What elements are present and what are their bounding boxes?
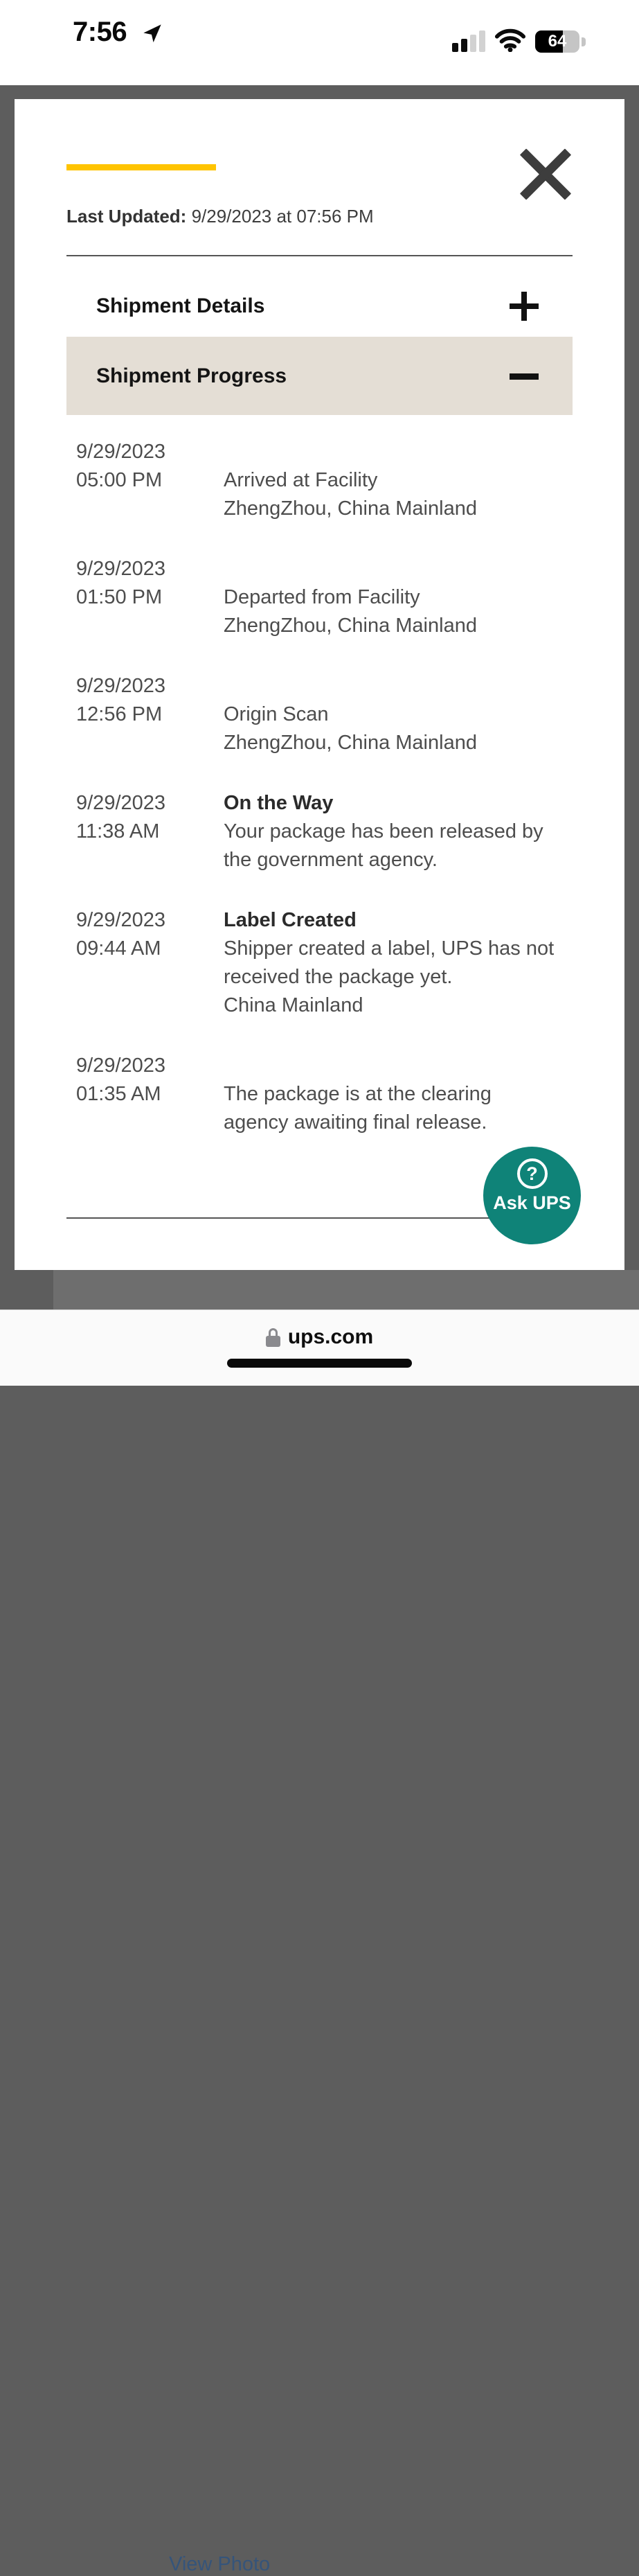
event-description: The package is at the clearing agency awaiting final release. — [224, 1083, 492, 1133]
event-date: 9/29/2023 — [76, 1055, 166, 1077]
event-title — [224, 672, 556, 700]
event-location: ZhengZhou, China Mainland — [224, 615, 477, 637]
timeline-row — [76, 906, 573, 1020]
shipment-progress-timeline — [76, 438, 573, 1169]
shipment-progress-label: Shipment Progress — [96, 364, 287, 387]
view-photo-link[interactable]: View Photo — [169, 2553, 271, 2575]
event-date: 9/29/2023 — [76, 441, 166, 463]
last-updated-text — [66, 206, 374, 227]
event-title: On the Way — [224, 792, 334, 814]
cellular-signal-icon — [452, 30, 487, 52]
event-description: Origin Scan — [224, 703, 329, 725]
last-updated-label: Last Updated: — [66, 206, 187, 227]
status-bar — [0, 0, 639, 85]
accordion-shipment-progress[interactable] — [66, 337, 573, 415]
location-arrow-icon — [141, 22, 163, 44]
tracking-details-modal — [15, 99, 624, 1270]
event-date: 9/29/2023 — [76, 909, 166, 931]
event-location: ZhengZhou, China Mainland — [224, 497, 477, 520]
minus-icon — [510, 362, 539, 391]
event-description: Your package has been released by the government agency. — [224, 820, 543, 871]
battery-tip — [582, 37, 586, 46]
event-description: Shipper created a label, UPS has not received the package yet. — [224, 937, 555, 988]
event-title: Label Created — [224, 909, 357, 931]
event-time: 05:00 PM — [76, 469, 163, 491]
event-date: 9/29/2023 — [76, 558, 166, 580]
home-indicator[interactable] — [227, 1359, 412, 1368]
battery-icon — [535, 30, 579, 53]
plus-icon — [510, 292, 539, 321]
close-button[interactable] — [517, 146, 574, 203]
event-title — [224, 438, 556, 466]
event-description: Arrived at Facility — [224, 469, 378, 491]
event-location: ZhengZhou, China Mainland — [224, 732, 477, 754]
event-time: 01:50 PM — [76, 586, 163, 608]
event-title — [224, 1052, 556, 1080]
address-bar[interactable] — [0, 1325, 639, 1349]
question-mark-icon: ? — [517, 1158, 548, 1189]
event-time: 01:35 AM — [76, 1083, 161, 1105]
timeline-row — [76, 1052, 573, 1137]
ask-ups-button[interactable] — [483, 1147, 581, 1244]
event-time: 12:56 PM — [76, 703, 163, 725]
event-location: China Mainland — [224, 994, 363, 1016]
header-divider — [66, 255, 573, 256]
event-description: Departed from Facility — [224, 586, 420, 608]
timeline-row — [76, 672, 573, 757]
shipment-details-label: Shipment Details — [96, 294, 265, 317]
event-time: 11:38 AM — [76, 820, 160, 843]
browser-bottom-bar — [0, 1309, 639, 1386]
event-title — [224, 555, 556, 583]
accordion-shipment-details[interactable] — [66, 274, 573, 338]
timeline-row — [76, 438, 573, 523]
timeline-row — [76, 789, 573, 874]
ask-ups-label: Ask UPS — [493, 1192, 571, 1213]
lock-icon — [266, 1328, 280, 1347]
url-text: ups.com — [287, 1325, 374, 1348]
status-time: 7:56 — [73, 17, 127, 47]
event-date: 9/29/2023 — [76, 792, 166, 814]
event-time: 09:44 AM — [76, 937, 161, 960]
battery-percent: 64 — [548, 32, 567, 51]
last-updated-value: 9/29/2023 at 07:56 PM — [186, 206, 374, 227]
timeline-row — [76, 555, 573, 640]
wifi-icon — [494, 28, 526, 52]
event-date: 9/29/2023 — [76, 675, 166, 697]
gold-accent-bar — [66, 164, 216, 170]
